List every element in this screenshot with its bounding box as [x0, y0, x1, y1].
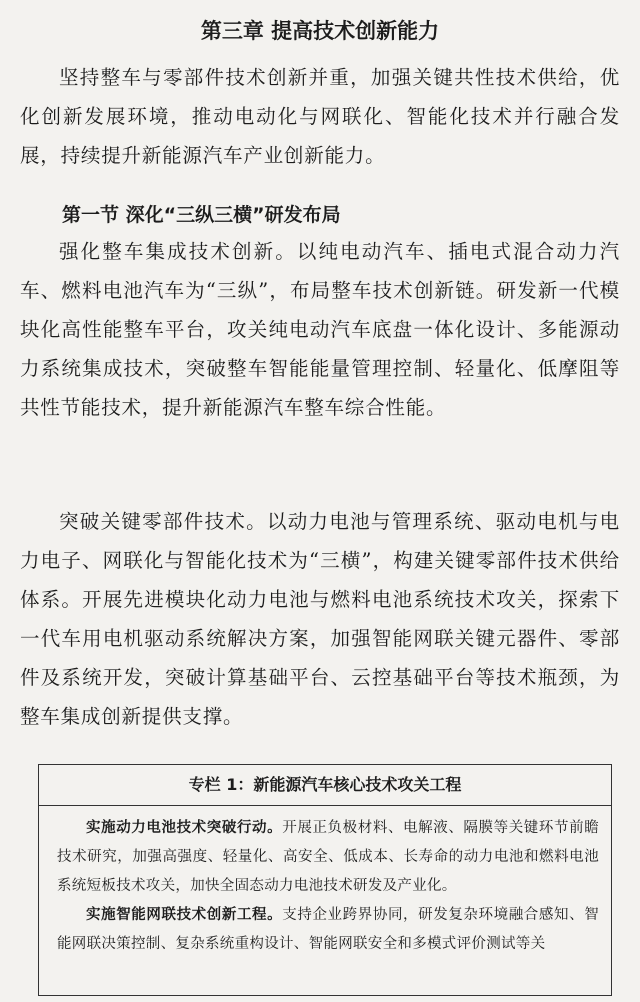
chapter-title: 第三章 提高技术创新能力	[200, 19, 440, 43]
box-item-lead: 实施动力电池技术突破行动。	[86, 820, 283, 836]
box-item-connected	[39, 901, 611, 959]
paragraph-body: 以动力电池与管理系统、驱动电机与电力电子、网联化与智能化技术为“三横”，构建关键零部件技术供给体系。开展先进模块化动力电池与燃料电池系统技术攻关，探索下一代车用电机驱动系统解决方案，加强智能网联关键元器件、零部件及系统开发，突破计算基础平台、云控基础平台等技术瓶颈，为整车集成创新提供支撑。	[20, 510, 620, 728]
box-item-body: 支持企业跨界协同，研发复杂环境融合感知、智能网联决策控制、复杂系统重构设计、智能网联安全和多模式评价测试等关	[57, 907, 599, 952]
paragraph-vehicle-integration	[20, 232, 620, 427]
section-title: 第一节 深化“三纵三横”研发布局	[62, 204, 341, 226]
box-item-body: 开展正负极材料、电解液、隔膜等关键环节前瞻技术研究，加强高强度、轻量化、高安全、低成本、长寿命的动力电池和燃料电池系统短板技术攻关，加快全固态动力电池技术研发及产业化。	[57, 820, 599, 894]
box-item-lead: 实施智能网联技术创新工程。	[86, 907, 283, 923]
box-title: 专栏 1：新能源汽车核心技术攻关工程	[39, 765, 611, 806]
paragraph-body: 以纯电动汽车、插电式混合动力汽车、燃料电池汽车为“三纵”，布局整车技术创新链。研发新一代模块化高性能整车平台，攻关纯电动汽车底盘一体化设计、多能源动力系统集成技术，突破整车智能能量管理控制、轻量化、低摩阻等共性节能技术，提升新能源汽车整车综合性能。	[20, 240, 620, 419]
chapter-intro: 坚持整车与零部件技术创新并重，加强关键共性技术供给，优化创新发展环境，推动电动化与网联化、智能化技术并行融合发展，持续提升新能源汽车产业创新能力。	[20, 66, 620, 167]
box-item-battery	[39, 814, 611, 901]
paragraph-lead: 强化整车集成技术创新。	[59, 240, 297, 263]
paragraph-key-components	[20, 502, 620, 736]
special-column-box	[38, 764, 612, 996]
paragraph-lead: 突破关键零部件技术。	[59, 510, 267, 533]
